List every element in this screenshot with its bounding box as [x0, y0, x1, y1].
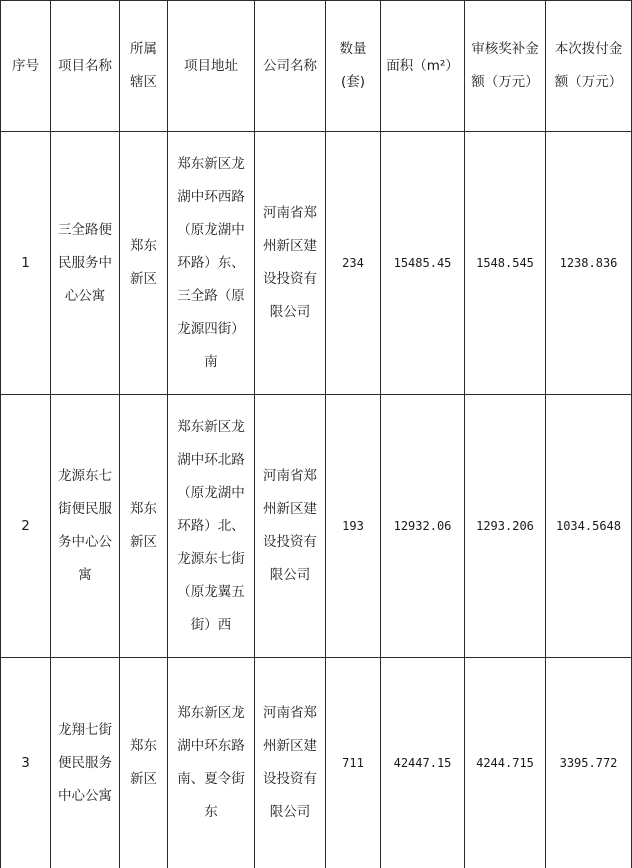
- cell-project-name: 三全路便民服务中心公寓: [51, 132, 120, 395]
- cell-quantity: 711: [326, 658, 381, 868]
- cell-company: 河南省郑州新区建设投资有限公司: [255, 658, 326, 868]
- cell-index: 1: [1, 132, 51, 395]
- cell-project-name: 龙翔七街便民服务中心公寓: [51, 658, 120, 868]
- table-row: [1, 395, 632, 658]
- cell-company: 河南省郑州新区建设投资有限公司: [255, 132, 326, 395]
- cell-area: 12932.06: [381, 395, 465, 658]
- table-row: [1, 658, 632, 868]
- cell-approved-subsidy: 4244.715: [465, 658, 546, 868]
- table-row: [1, 132, 632, 395]
- cell-address: 郑东新区龙湖中环北路（原龙湖中环路）北、龙源东七街（原龙翼五街）西: [168, 395, 255, 658]
- cell-project-name: 龙源东七街便民服务中心公寓: [51, 395, 120, 658]
- cell-approved-subsidy: 1548.545: [465, 132, 546, 395]
- header-area: 面积（m²）: [381, 1, 465, 132]
- header-approved-subsidy: 审核奖补金额（万元）: [465, 1, 546, 132]
- header-quantity: 数量(套): [326, 1, 381, 132]
- header-row: [1, 1, 632, 132]
- cell-quantity: 193: [326, 395, 381, 658]
- cell-area: 42447.15: [381, 658, 465, 868]
- cell-disbursed-amount: 1238.836: [546, 132, 632, 395]
- cell-address: 郑东新区龙湖中环东路南、夏令街东: [168, 658, 255, 868]
- cell-company: 河南省郑州新区建设投资有限公司: [255, 395, 326, 658]
- cell-index: 3: [1, 658, 51, 868]
- cell-approved-subsidy: 1293.206: [465, 395, 546, 658]
- cell-district: 郑东新区: [120, 132, 168, 395]
- header-company: 公司名称: [255, 1, 326, 132]
- header-address: 项目地址: [168, 1, 255, 132]
- cell-area: 15485.45: [381, 132, 465, 395]
- cell-quantity: 234: [326, 132, 381, 395]
- header-district: 所属辖区: [120, 1, 168, 132]
- header-disbursed-amount: 本次拨付金额（万元）: [546, 1, 632, 132]
- cell-index: 2: [1, 395, 51, 658]
- cell-disbursed-amount: 1034.5648: [546, 395, 632, 658]
- cell-district: 郑东新区: [120, 658, 168, 868]
- cell-address: 郑东新区龙湖中环西路（原龙湖中环路）东、三全路（原龙源四街）南: [168, 132, 255, 395]
- cell-district: 郑东新区: [120, 395, 168, 658]
- header-index: 序号: [1, 1, 51, 132]
- cell-disbursed-amount: 3395.772: [546, 658, 632, 868]
- header-project-name: 项目名称: [51, 1, 120, 132]
